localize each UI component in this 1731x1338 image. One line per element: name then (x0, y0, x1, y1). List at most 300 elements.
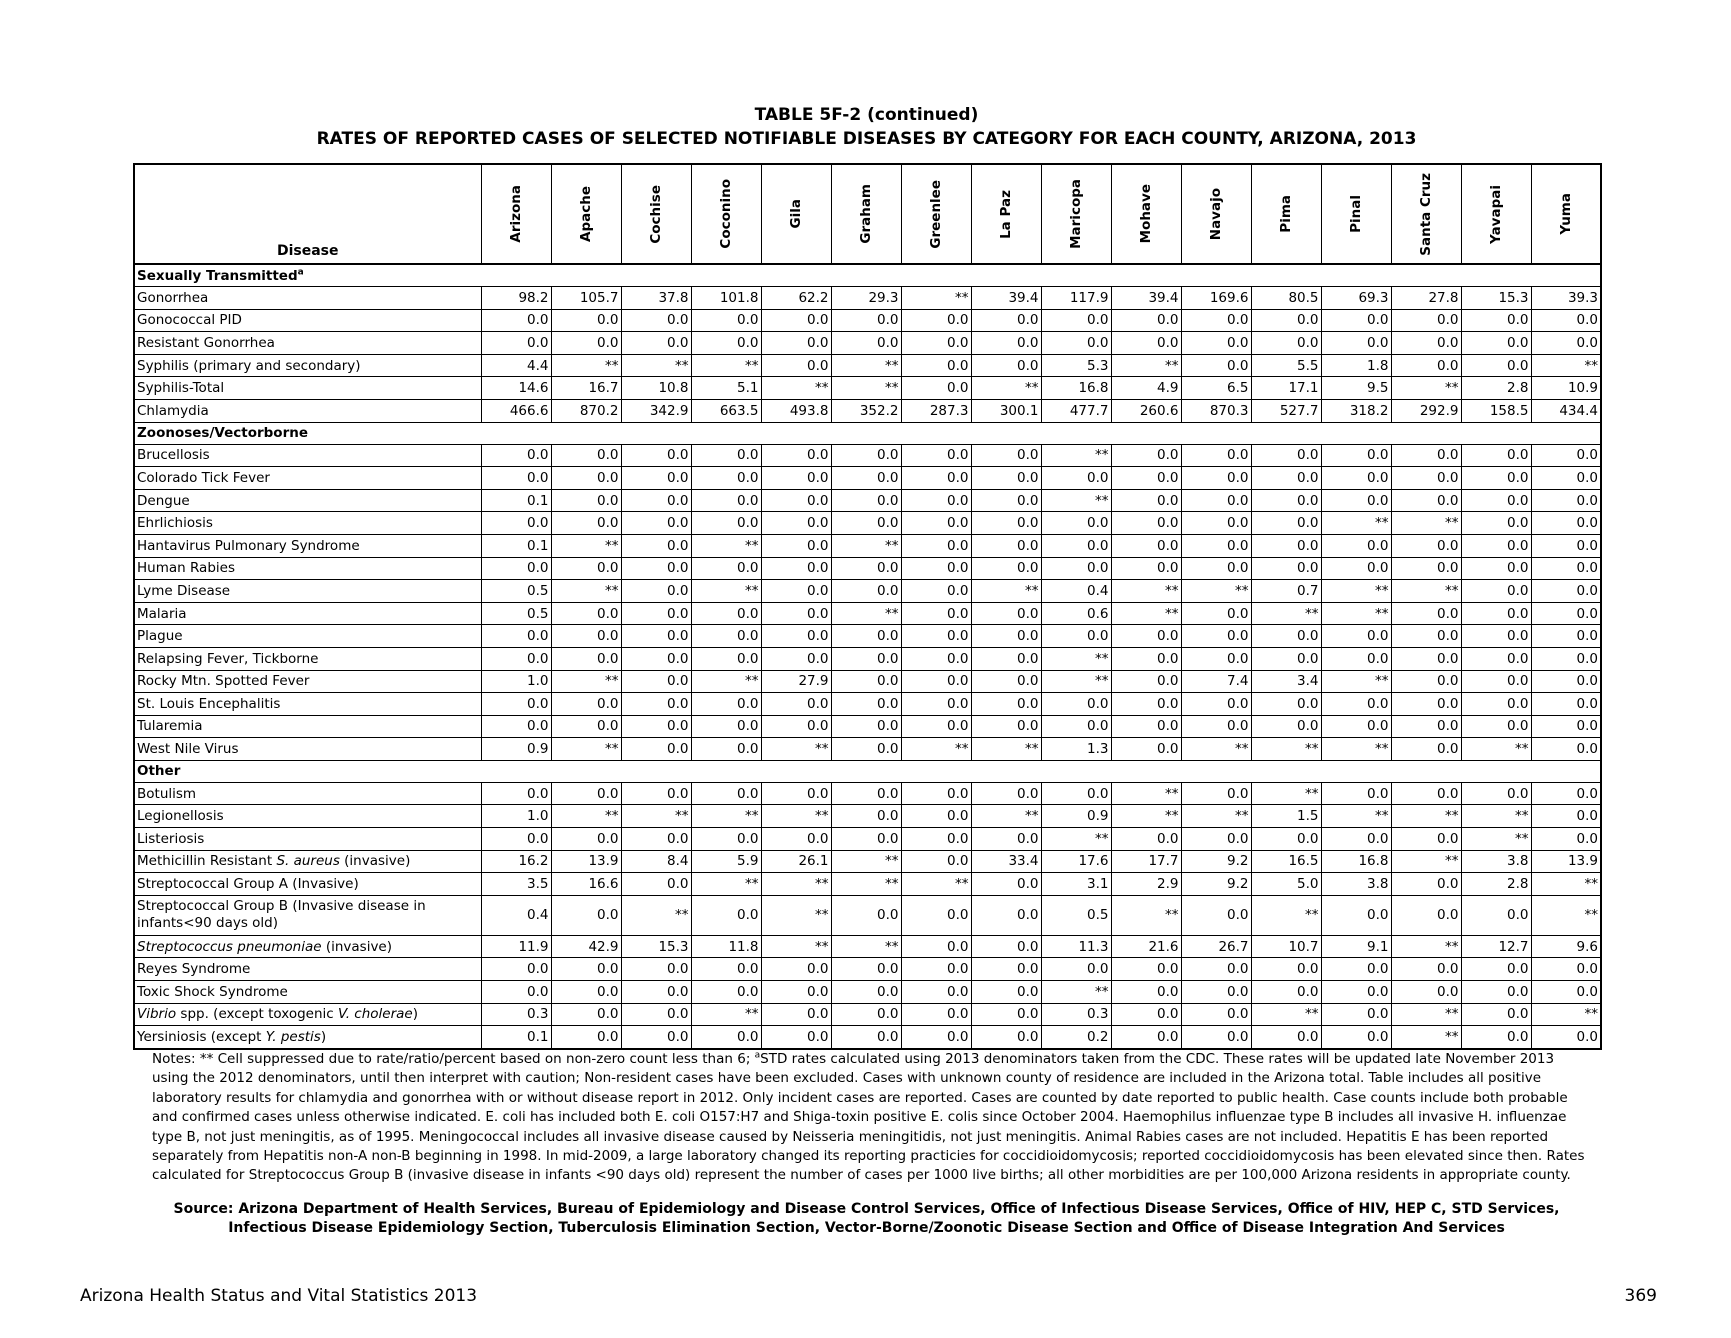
rate-cell: 0.0 (551, 467, 621, 490)
rate-cell: 0.0 (761, 715, 831, 738)
rate-cell: 0.0 (621, 557, 691, 580)
rate-cell: 0.0 (971, 981, 1041, 1004)
rate-cell: 0.0 (901, 534, 971, 557)
table-row (134, 935, 1601, 958)
rate-cell: 0.0 (1111, 693, 1181, 716)
rate-cell: 0.0 (1531, 625, 1601, 648)
rate-cell: 0.0 (901, 935, 971, 958)
rate-cell: ** (1111, 580, 1181, 603)
rate-cell: 0.0 (901, 580, 971, 603)
rate-cell: 0.0 (1251, 332, 1321, 355)
rate-cell: 0.0 (1111, 332, 1181, 355)
rate-cell: 260.6 (1111, 399, 1181, 422)
rate-cell: ** (831, 377, 901, 400)
rate-cell: 0.0 (1461, 1026, 1531, 1049)
rate-cell: 0.6 (1041, 602, 1111, 625)
rate-cell: 0.0 (1531, 693, 1601, 716)
rate-cell: 0.0 (761, 828, 831, 851)
rate-cell: 0.0 (901, 1003, 971, 1026)
notes-text: STD rates calculated using 2013 denominators taken from the CDC. These rates will be updated late November 2013 using the 2012 denominators, until then interpret with caution; Non-resident cases have been excluded. Cases with unknown county of residence are included in the Arizona total. Table includes all positive laboratory results for chlamydia and gonorrhea with or without disease report in 2012. Only incident cases are reported. Cases are counted by date reported to public health. Case counts include both probable and confirmed cases unless otherwise indicated. E. coli has included both E. coli O157:H7 and Shiga-toxin positive E. colis since October 2004. Haemophilus influenzae type B includes all invasive H. influenzae type B, not just meningitis, as of 1995. Meningococcal includes all invasive disease caused by Neisseria meningitidis, not just meningitis. Animal Rabies cases are not included. Hepatitis E has been reported separately from Hepatitis non-A non-B beginning in 1998. In mid-2009, a large laboratory changed its reporting practicies for coccidioidomycosis; reported coccidioidomycosis has been elevated since then. Rates calculated for Streptococcus Group B (invasive disease in infants <90 days old) represent the number of cases per 1000 live births; all other morbidities are per 100,000 Arizona residents in appropriate county. (152, 1051, 1585, 1184)
rate-cell: 0.0 (1461, 782, 1531, 805)
rate-cell: 0.0 (1461, 309, 1531, 332)
rate-cell: 0.0 (1391, 309, 1461, 332)
rate-cell: 0.0 (1181, 602, 1251, 625)
rate-cell: 0.0 (1251, 828, 1321, 851)
rate-cell: 16.6 (551, 873, 621, 896)
rate-cell: 26.7 (1181, 935, 1251, 958)
rate-cell: 0.0 (1181, 782, 1251, 805)
rate-cell: 0.0 (1321, 467, 1391, 490)
rate-cell: 80.5 (1251, 287, 1321, 310)
rate-cell: 69.3 (1321, 287, 1391, 310)
county-header (831, 164, 901, 264)
footer-publication: Arizona Health Status and Vital Statistics 2013 (80, 1286, 478, 1306)
rate-cell: 0.0 (551, 309, 621, 332)
rate-cell: 0.0 (621, 873, 691, 896)
rate-cell: 0.0 (761, 1003, 831, 1026)
rate-cell: 0.0 (621, 444, 691, 467)
rate-cell: 117.9 (1041, 287, 1111, 310)
rate-cell: 0.0 (761, 489, 831, 512)
rate-cell: 0.0 (1111, 557, 1181, 580)
disease-name (134, 489, 481, 512)
rate-cell: 105.7 (551, 287, 621, 310)
rate-cell: ** (761, 377, 831, 400)
disease-name-text: Streptococcal Group B (Invasive disease in infants<90 days old) (137, 898, 426, 932)
rate-cell: 0.0 (1041, 693, 1111, 716)
disease-name-text: Hantavirus Pulmonary Syndrome (137, 537, 360, 554)
county-header-label: Maricopa (1068, 179, 1084, 249)
rate-cell: 0.0 (831, 1026, 901, 1049)
disease-name-text: Syphilis-Total (137, 380, 225, 397)
disease-name-text: Ehrlichiosis (137, 515, 213, 532)
rate-cell: 158.5 (1461, 399, 1531, 422)
rate-cell: 0.0 (621, 981, 691, 1004)
disease-header: Disease (134, 164, 481, 264)
rate-cell: 15.3 (1461, 287, 1531, 310)
rate-cell: 0.0 (1391, 444, 1461, 467)
rate-cell: 8.4 (621, 850, 691, 873)
rate-cell: 0.0 (1111, 467, 1181, 490)
rate-cell: 0.0 (691, 958, 761, 981)
rate-cell: 0.0 (1251, 958, 1321, 981)
rate-cell: ** (1461, 738, 1531, 761)
rate-cell: 527.7 (1251, 399, 1321, 422)
rate-cell: ** (1041, 828, 1111, 851)
category-name: Sexually Transmitted (137, 267, 298, 284)
disease-name-text: Methicillin Resistant (137, 853, 277, 870)
rate-cell: 0.0 (691, 512, 761, 535)
rate-cell: 0.0 (1321, 895, 1391, 935)
disease-name-text: Listeriosis (137, 830, 205, 847)
rate-cell: 10.7 (1251, 935, 1321, 958)
disease-name (134, 625, 481, 648)
rate-cell: 0.0 (831, 738, 901, 761)
rate-cell: 5.3 (1041, 354, 1111, 377)
rate-cell: 0.0 (1181, 625, 1251, 648)
disease-name (134, 895, 481, 935)
rate-cell: 3.4 (1251, 670, 1321, 693)
rate-cell: 0.0 (1391, 738, 1461, 761)
rate-cell: 0.0 (1391, 828, 1461, 851)
rate-cell: 0.0 (971, 895, 1041, 935)
rate-cell: 0.0 (691, 467, 761, 490)
table-title: TABLE 5F-2 (continued) (754, 105, 979, 125)
rate-cell: 0.0 (1041, 309, 1111, 332)
rate-cell: 0.0 (971, 782, 1041, 805)
table-row (134, 958, 1601, 981)
rate-cell: 0.0 (1531, 580, 1601, 603)
rate-cell: 0.0 (971, 873, 1041, 896)
rate-cell: 0.0 (1531, 557, 1601, 580)
rate-cell: 0.0 (1391, 467, 1461, 490)
rate-cell: 0.0 (1041, 557, 1111, 580)
rate-cell: 0.0 (1461, 444, 1531, 467)
rate-cell: 0.0 (481, 782, 551, 805)
rate-cell: 0.0 (761, 647, 831, 670)
rate-cell: 0.0 (761, 354, 831, 377)
rate-cell: 0.0 (691, 309, 761, 332)
disease-name-italic: Y. pestis (265, 1029, 321, 1046)
rate-cell: 0.0 (1391, 332, 1461, 355)
disease-name-italic: Vibrio (137, 1006, 177, 1023)
rate-cell: 0.0 (621, 489, 691, 512)
rate-cell: 0.0 (901, 512, 971, 535)
table-row (134, 467, 1601, 490)
disease-name (134, 602, 481, 625)
rate-cell: 300.1 (971, 399, 1041, 422)
rate-cell: 26.1 (761, 850, 831, 873)
rate-cell: ** (761, 895, 831, 935)
disease-name (134, 467, 481, 490)
rate-cell: 0.0 (1111, 1026, 1181, 1049)
rate-cell: 10.9 (1531, 377, 1601, 400)
rate-cell: 0.0 (831, 625, 901, 648)
county-header-label: Cochise (648, 184, 664, 244)
rate-cell: 3.1 (1041, 873, 1111, 896)
table-row (134, 670, 1601, 693)
rate-cell: 0.0 (1531, 670, 1601, 693)
rate-cell: 0.0 (691, 489, 761, 512)
rate-cell: ** (1391, 377, 1461, 400)
rate-cell: 0.0 (481, 981, 551, 1004)
rate-cell: 0.0 (621, 693, 691, 716)
disease-name-text: Plague (137, 628, 183, 645)
rate-cell: 0.0 (1321, 958, 1391, 981)
table-row (134, 557, 1601, 580)
header-row (134, 164, 1601, 264)
rate-cell: 0.0 (551, 1003, 621, 1026)
rate-cell: 0.0 (971, 602, 1041, 625)
rate-cell: 292.9 (1391, 399, 1461, 422)
rate-cell: 0.0 (831, 647, 901, 670)
rate-cell: ** (1041, 981, 1111, 1004)
rate-cell: 0.0 (901, 782, 971, 805)
rate-cell: 0.0 (1041, 782, 1111, 805)
rate-cell: 0.0 (1531, 782, 1601, 805)
rate-cell: ** (831, 534, 901, 557)
disease-name-text: Reyes Syndrome (137, 961, 251, 978)
rate-cell: 0.0 (1181, 715, 1251, 738)
rate-cell: 0.0 (621, 534, 691, 557)
rate-cell: 0.0 (1321, 828, 1391, 851)
rate-cell: 870.3 (1181, 399, 1251, 422)
rate-cell: 0.0 (971, 467, 1041, 490)
rate-cell: 0.0 (1181, 354, 1251, 377)
rate-cell: ** (1111, 895, 1181, 935)
rate-cell: 0.0 (971, 693, 1041, 716)
rate-cell: ** (1181, 738, 1251, 761)
rate-cell: 0.0 (481, 444, 551, 467)
county-header (1321, 164, 1391, 264)
table-row (134, 693, 1601, 716)
rate-cell: 17.1 (1251, 377, 1321, 400)
rate-cell: 0.0 (1531, 828, 1601, 851)
rate-cell: 0.0 (1041, 467, 1111, 490)
rate-cell: 0.0 (1531, 444, 1601, 467)
rate-cell: 0.0 (831, 670, 901, 693)
rate-cell: 0.9 (481, 738, 551, 761)
rate-cell: 1.3 (1041, 738, 1111, 761)
rate-cell: 0.0 (1531, 512, 1601, 535)
table-row (134, 895, 1601, 935)
rate-cell: 318.2 (1321, 399, 1391, 422)
table-row (134, 354, 1601, 377)
rate-cell: 0.0 (1181, 489, 1251, 512)
county-header-label: Yuma (1557, 193, 1574, 235)
rate-cell: 0.0 (551, 489, 621, 512)
rate-cell: ** (831, 935, 901, 958)
rate-cell: 0.0 (1251, 715, 1321, 738)
rate-cell: 0.0 (1321, 1003, 1391, 1026)
rate-cell: 0.0 (551, 715, 621, 738)
rate-cell: 12.7 (1461, 935, 1531, 958)
rate-cell: 10.8 (621, 377, 691, 400)
county-header (1531, 164, 1601, 264)
rate-cell: 0.0 (971, 935, 1041, 958)
rate-cell: ** (1321, 512, 1391, 535)
county-header-label: Graham (858, 184, 874, 244)
rate-cell: 0.0 (761, 309, 831, 332)
rate-cell: 0.0 (621, 670, 691, 693)
rate-cell: 0.0 (1391, 895, 1461, 935)
disease-name (134, 828, 481, 851)
category-name: Other (137, 763, 181, 780)
rate-cell: 0.0 (1391, 534, 1461, 557)
rate-cell: 0.0 (551, 625, 621, 648)
rate-cell: 0.0 (551, 981, 621, 1004)
rate-cell: 29.3 (831, 287, 901, 310)
rate-cell: ** (691, 670, 761, 693)
rate-cell: ** (1041, 647, 1111, 670)
rate-cell: 0.0 (901, 602, 971, 625)
table-row (134, 805, 1601, 828)
rate-cell: 0.0 (621, 625, 691, 648)
rate-cell: 0.3 (481, 1003, 551, 1026)
county-header-label: Arizona (508, 185, 524, 243)
rate-cell: 0.0 (831, 828, 901, 851)
rate-cell: 0.0 (1321, 693, 1391, 716)
rate-cell: 37.8 (621, 287, 691, 310)
table-row (134, 738, 1601, 761)
rate-cell: 0.0 (1391, 693, 1461, 716)
rate-cell: 0.1 (481, 489, 551, 512)
rate-cell: 0.0 (831, 332, 901, 355)
table-row (134, 489, 1601, 512)
county-header (551, 164, 621, 264)
rate-cell: 0.0 (1181, 534, 1251, 557)
rate-cell: ** (761, 738, 831, 761)
county-header-label: Pinal (1348, 195, 1364, 233)
rate-cell: 9.5 (1321, 377, 1391, 400)
rate-cell: 0.0 (621, 332, 691, 355)
rate-cell: 0.0 (691, 981, 761, 1004)
disease-name-text: Toxic Shock Syndrome (137, 983, 288, 1000)
rate-cell: 0.0 (1391, 625, 1461, 648)
rate-cell: ** (1251, 895, 1321, 935)
rate-cell: 3.8 (1321, 873, 1391, 896)
table-row (134, 287, 1601, 310)
rate-cell: ** (1391, 1003, 1461, 1026)
rate-cell: 0.0 (901, 693, 971, 716)
rate-cell: 0.0 (1041, 625, 1111, 648)
county-header-label: Coconino (718, 179, 734, 249)
rate-cell: 0.0 (1461, 332, 1531, 355)
rate-cell: 0.0 (971, 512, 1041, 535)
rate-cell: 0.0 (761, 981, 831, 1004)
rate-cell: 0.0 (551, 557, 621, 580)
rate-cell: ** (831, 850, 901, 873)
rate-cell: ** (761, 935, 831, 958)
rate-cell: 0.0 (1111, 489, 1181, 512)
rate-cell: 0.0 (1111, 738, 1181, 761)
rate-cell: ** (971, 377, 1041, 400)
rate-cell: ** (621, 354, 691, 377)
table-row (134, 512, 1601, 535)
rate-cell: 0.0 (761, 693, 831, 716)
rate-cell: 0.0 (1181, 647, 1251, 670)
rate-cell: ** (1321, 670, 1391, 693)
rate-cell: 0.0 (1461, 670, 1531, 693)
rate-cell: 0.0 (551, 647, 621, 670)
rate-cell: 0.0 (1391, 782, 1461, 805)
rate-cell: 0.0 (1391, 670, 1461, 693)
rate-cell: ** (1391, 805, 1461, 828)
notes-footnote-marker: a (754, 1050, 761, 1061)
rate-cell: 0.0 (1181, 895, 1251, 935)
rate-cell: 0.0 (551, 332, 621, 355)
rate-cell: ** (1391, 580, 1461, 603)
table-row (134, 715, 1601, 738)
rate-cell: 0.0 (691, 693, 761, 716)
disease-name (134, 512, 481, 535)
disease-name-text: Dengue (137, 492, 190, 509)
rate-cell: 101.8 (691, 287, 761, 310)
table-row (134, 1026, 1601, 1049)
rate-cell: 0.0 (551, 895, 621, 935)
rate-cell: 2.8 (1461, 873, 1531, 896)
rate-cell: 0.0 (971, 534, 1041, 557)
table-row (134, 828, 1601, 851)
table-row (134, 534, 1601, 557)
rate-cell: ** (691, 805, 761, 828)
rate-cell: 0.0 (971, 1003, 1041, 1026)
rate-cell: 493.8 (761, 399, 831, 422)
rate-cell: 0.0 (971, 444, 1041, 467)
rate-cell: 0.0 (761, 332, 831, 355)
rate-cell: 0.0 (1251, 625, 1321, 648)
rate-cell: 0.0 (551, 602, 621, 625)
rate-cell: 0.0 (691, 647, 761, 670)
disease-name (134, 981, 481, 1004)
disease-name (134, 738, 481, 761)
rate-cell: 16.5 (1251, 850, 1321, 873)
disease-name-text: ) (412, 1006, 418, 1023)
disease-name-text: Botulism (137, 785, 197, 802)
rate-cell: ** (691, 534, 761, 557)
rate-cell: 0.0 (1111, 534, 1181, 557)
rate-cell: 0.0 (621, 580, 691, 603)
disease-name (134, 782, 481, 805)
rate-cell: 0.0 (691, 738, 761, 761)
rate-cell: ** (1321, 805, 1391, 828)
rate-cell: 0.0 (761, 467, 831, 490)
county-header-label: Mohave (1138, 184, 1154, 244)
rate-cell: 0.0 (1391, 981, 1461, 1004)
rate-cell: 0.0 (901, 850, 971, 873)
rate-cell: 0.0 (1531, 738, 1601, 761)
rate-cell: 0.0 (901, 958, 971, 981)
county-header-label: Pima (1278, 195, 1294, 233)
rate-cell: 0.0 (1111, 670, 1181, 693)
rate-cell: 0.0 (1531, 715, 1601, 738)
disease-name-text: Brucellosis (137, 447, 210, 464)
disease-name-italic: V. cholerae (338, 1006, 413, 1023)
category-row (134, 264, 1601, 287)
rate-cell: 0.0 (1251, 489, 1321, 512)
rate-cell: 0.0 (901, 647, 971, 670)
rate-cell: 0.0 (691, 895, 761, 935)
rate-cell: 287.3 (901, 399, 971, 422)
table-body (134, 264, 1601, 1049)
rate-cell: 0.0 (1391, 354, 1461, 377)
rate-cell: 0.0 (1391, 557, 1461, 580)
rate-cell: 0.0 (551, 512, 621, 535)
disease-name (134, 309, 481, 332)
rate-cell: 0.0 (1461, 958, 1531, 981)
rate-cell: 17.7 (1111, 850, 1181, 873)
disease-name (134, 399, 481, 422)
rate-cell: 0.0 (761, 625, 831, 648)
county-header (1181, 164, 1251, 264)
rate-cell: 0.0 (831, 895, 901, 935)
rate-cell: 0.3 (1041, 1003, 1111, 1026)
disease-name (134, 805, 481, 828)
rate-cell: 13.9 (551, 850, 621, 873)
disease-name (134, 557, 481, 580)
rate-cell: 0.0 (1461, 534, 1531, 557)
disease-name-text: ) (320, 1029, 327, 1046)
rate-cell: 0.0 (1111, 647, 1181, 670)
disease-name (134, 534, 481, 557)
rate-cell: 0.0 (761, 1026, 831, 1049)
rate-cell: 0.0 (1111, 512, 1181, 535)
rate-cell: 0.0 (971, 625, 1041, 648)
rate-cell: 0.0 (551, 958, 621, 981)
table-row (134, 625, 1601, 648)
county-header (1251, 164, 1321, 264)
rate-cell: ** (831, 602, 901, 625)
